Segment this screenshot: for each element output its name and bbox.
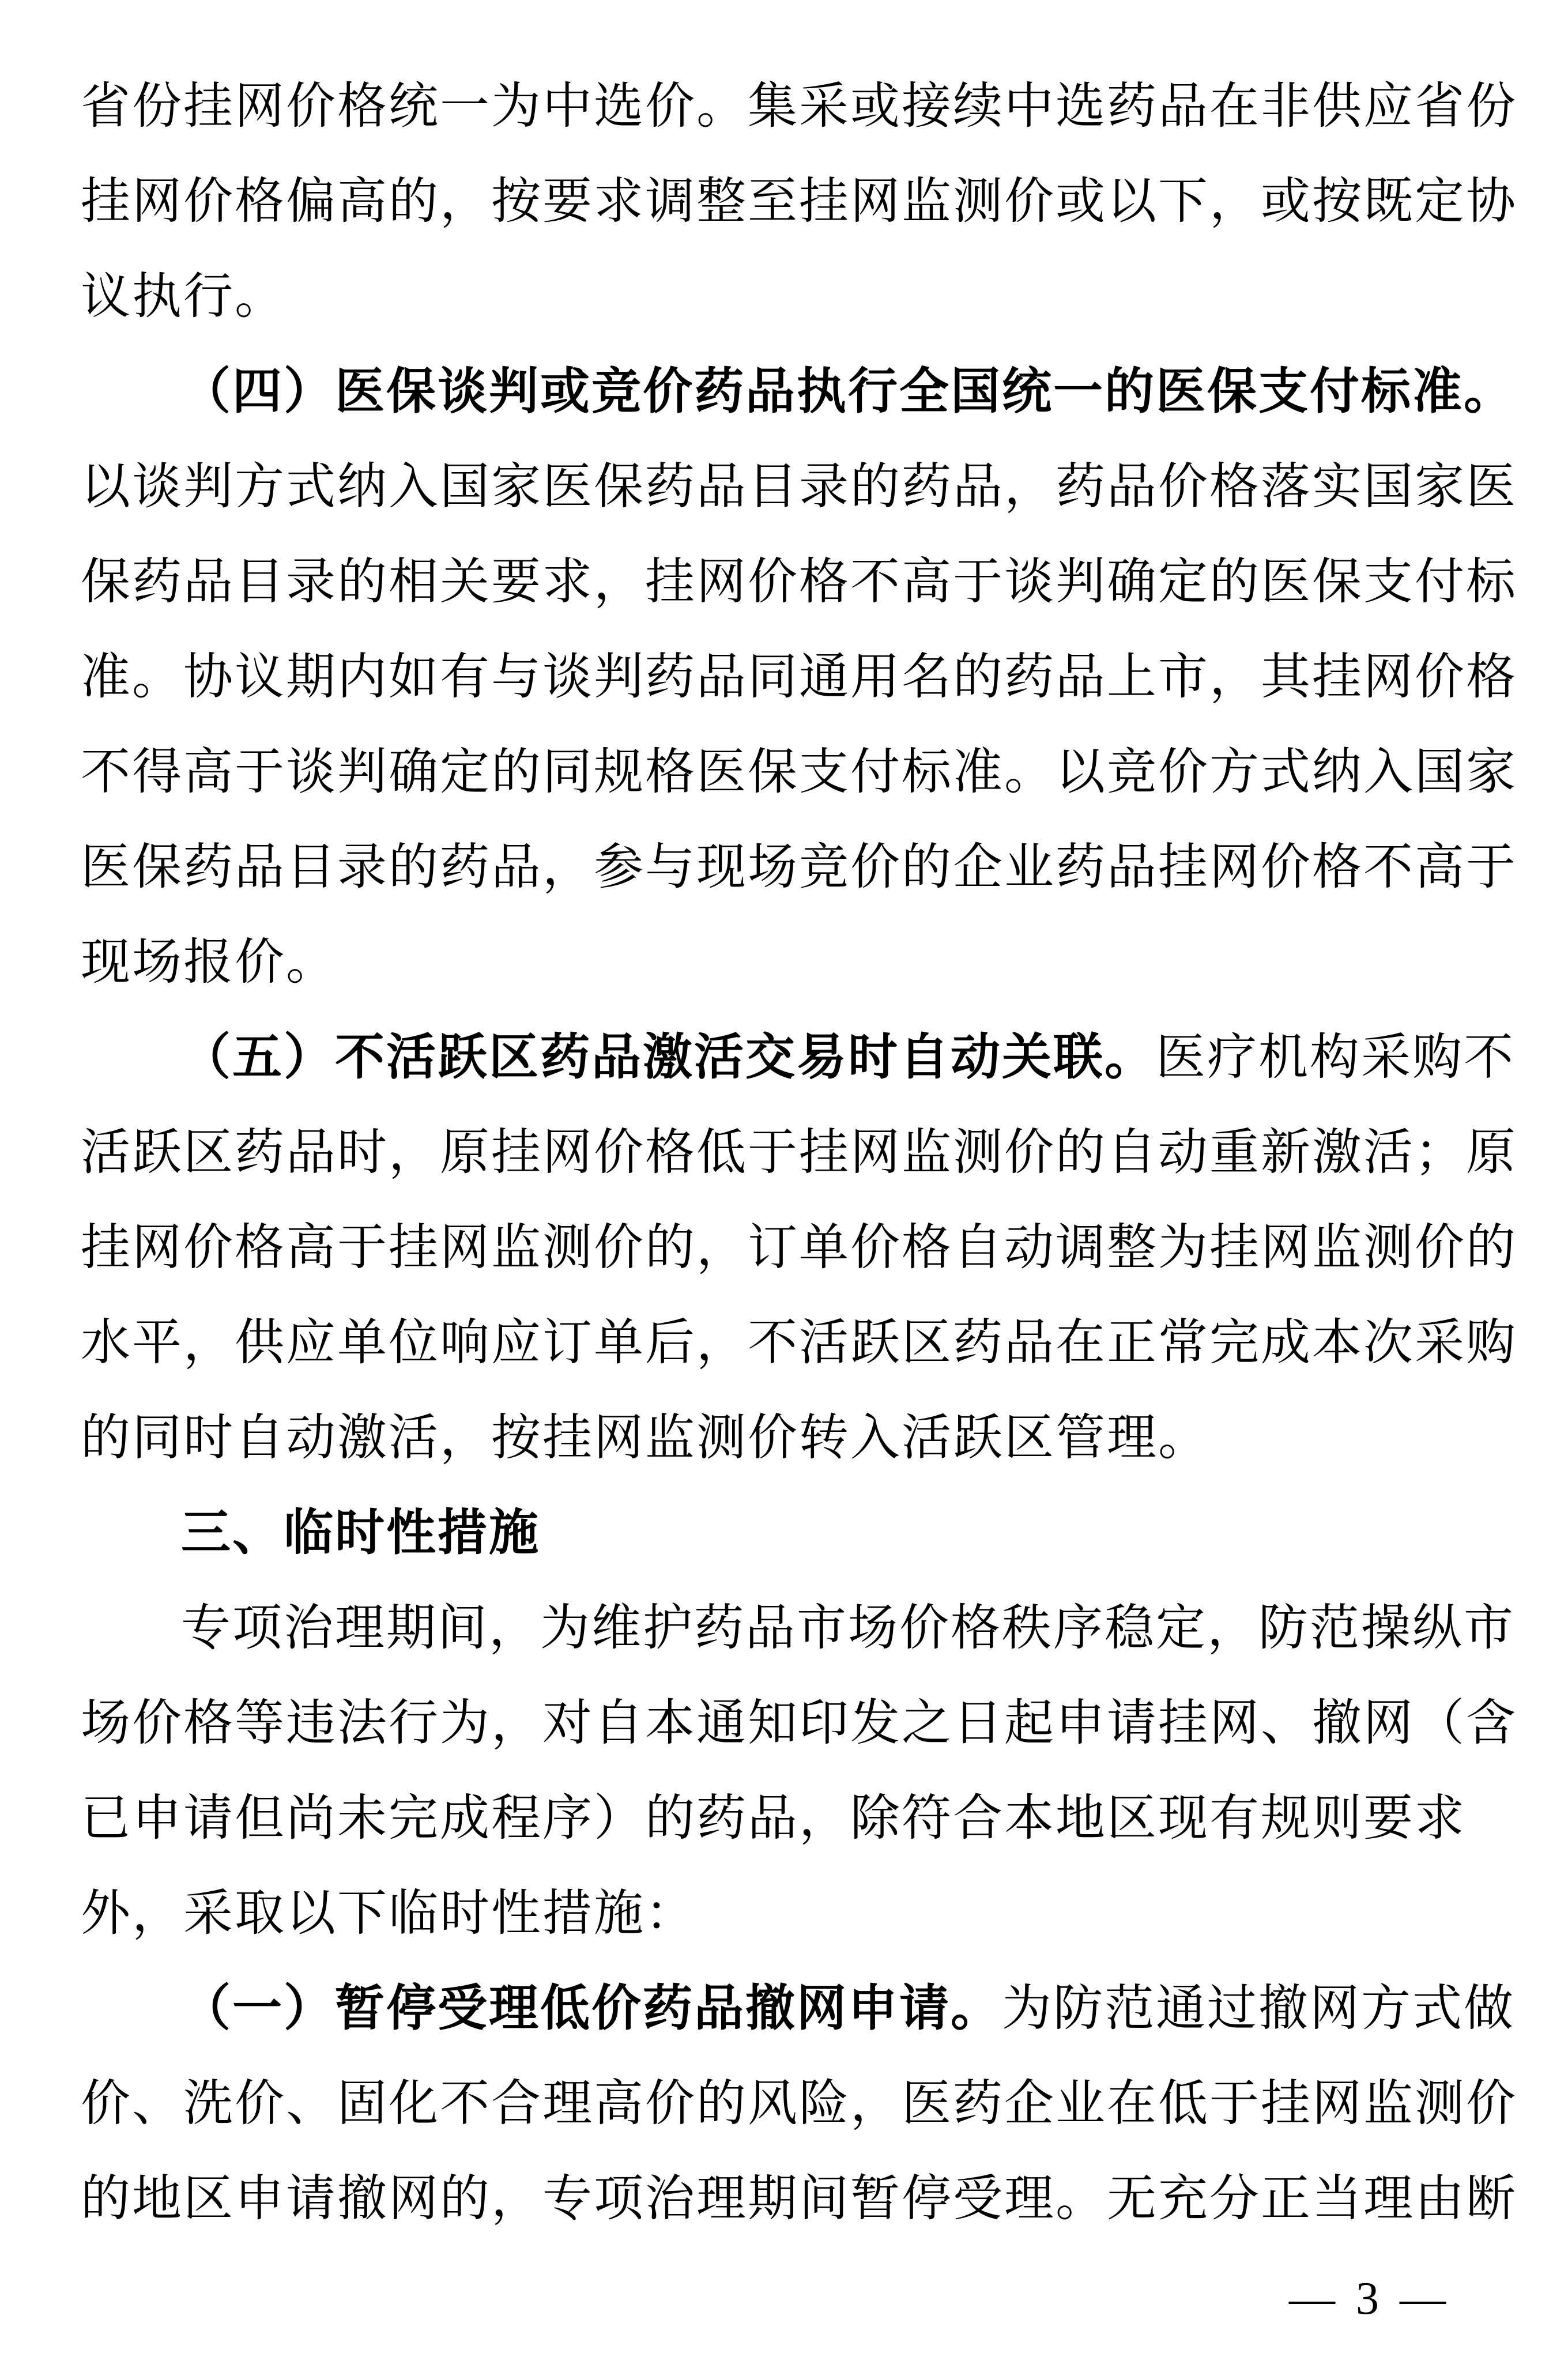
text-segment: 外，采取以下临时性措施： <box>81 1885 696 1941</box>
text-line <box>81 1295 1517 1390</box>
text-line <box>81 1581 1515 1676</box>
text-line <box>81 2151 1517 2246</box>
text-line <box>81 1390 1510 1485</box>
text-segment: 议执行。 <box>81 269 286 324</box>
text-segment: 场价格等违法行为，对自本通知印发之日起申请挂网、撤网（含 <box>81 1695 1517 1751</box>
text-segment: 的地区申请撤网的，专项治理期间暂停受理。无充分正当理由断 <box>81 2171 1517 2226</box>
text-line <box>81 2056 1517 2151</box>
text-line <box>81 439 1517 534</box>
text-segment: 保药品目录的相关要求，挂网价格不高于谈判确定的医保支付标 <box>81 554 1517 609</box>
text-line <box>81 1866 1510 1961</box>
bold-text-segment: 三、临时性措施 <box>181 1505 540 1560</box>
text-line <box>81 1676 1517 1771</box>
bold-text-segment: （四）医保谈判或竞价药品执行全国统一的医保支付标准。 <box>181 364 1515 419</box>
page-number: — 3 — <box>1289 2273 1450 2324</box>
text-segment: 专项治理期间，为维护药品市场价格秩序稳定，防范操纵市 <box>181 1600 1515 1655</box>
text-segment: 以谈判方式纳入国家医保药品目录的药品，药品价格落实国家医 <box>81 459 1517 514</box>
text-line <box>81 1010 1515 1105</box>
bold-text-segment: （五）不活跃区药品激活交易时自动关联。 <box>181 1029 1156 1085</box>
text-segment: 挂网价格高于挂网监测价的，订单价格自动调整为挂网监测价的 <box>81 1220 1517 1275</box>
text-segment: 水平，供应单位响应订单后，不活跃区药品在正常完成本次采购 <box>81 1315 1517 1370</box>
text-line <box>81 154 1517 249</box>
text-segment: 医保药品目录的药品，参与现场竞价的企业药品挂网价格不高于 <box>81 839 1517 895</box>
text-line <box>81 534 1517 629</box>
text-segment: 价、洗价、固化不合理高价的风险，医药企业在低于挂网监测价 <box>81 2076 1517 2131</box>
text-segment: 挂网价格偏高的，按要求调整至挂网监测价或以下，或按既定协 <box>81 174 1517 229</box>
text-segment: 医疗机构采购不 <box>1156 1029 1515 1085</box>
text-line <box>81 1105 1517 1200</box>
text-line <box>81 820 1517 915</box>
text-segment: 省份挂网价格统一为中选价。集采或接续中选药品在非供应省份 <box>81 78 1517 134</box>
text-line <box>81 1200 1517 1295</box>
text-line <box>81 249 1510 344</box>
bold-text-segment: （一）暂停受理低价药品撤网申请。 <box>181 1981 1002 2036</box>
text-segment: 的同时自动激活，按挂网监测价转入活跃区管理。 <box>81 1410 1209 1465</box>
text-segment: 活跃区药品时，原挂网价格低于挂网监测价的自动重新激活；原 <box>81 1125 1517 1180</box>
document-body <box>81 59 1517 2246</box>
section-heading <box>81 1485 1510 1581</box>
text-line <box>81 59 1517 154</box>
text-segment: 已申请但尚未完成程序）的药品，除符合本地区现有规则要求 <box>81 1790 1466 1846</box>
text-line <box>81 725 1517 820</box>
text-line <box>81 1961 1515 2056</box>
text-line <box>81 1771 1510 1866</box>
text-line <box>81 344 1515 439</box>
text-line <box>81 629 1517 725</box>
text-segment: 为防范通过撤网方式做 <box>1002 1981 1515 2036</box>
text-segment: 现场报价。 <box>81 934 337 990</box>
text-line <box>81 915 1510 1010</box>
text-segment: 准。协议期内如有与谈判药品同通用名的药品上市，其挂网价格 <box>81 649 1517 704</box>
text-segment: 不得高于谈判确定的同规格医保支付标准。以竞价方式纳入国家 <box>81 744 1517 799</box>
